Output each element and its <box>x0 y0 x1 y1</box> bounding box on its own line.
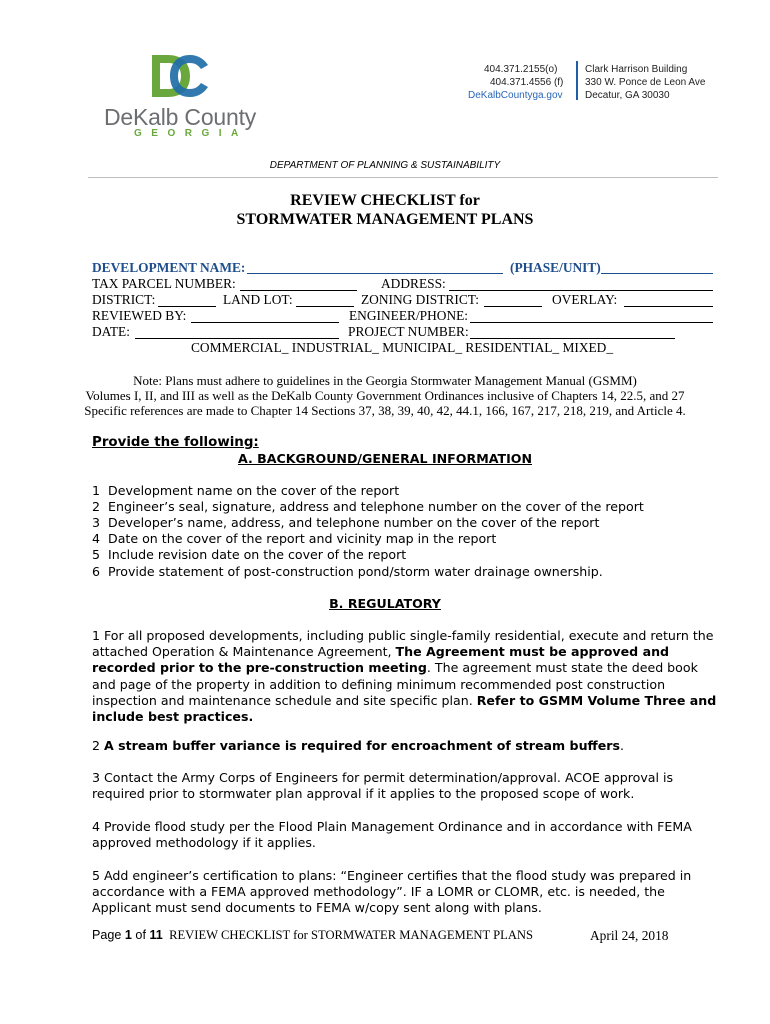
land-lot-blank[interactable] <box>296 306 354 307</box>
address-label: ADDRESS: <box>381 276 446 291</box>
regulatory-item-2-emphasis: A stream buffer variance is required for encroachment of stream buffers <box>104 738 620 753</box>
reviewed-by-label: REVIEWED BY: <box>92 308 187 323</box>
page-title-line-1: REVIEW CHECKLIST for <box>290 192 480 209</box>
list-item-number: 5 <box>92 547 101 562</box>
regulatory-item-1 <box>92 628 718 725</box>
list-item-text: Include revision date on the cover of the report <box>108 547 407 562</box>
regulatory-item-5: 5 Add engineer’s certification to plans: “Engineer certifies that the flood study was prepared in accordance with a FEMA approved methodology”. IF a LOMR or CLOMR, etc. is needed, the Applicant must send documents to FEMA w/copy sent along with plans. <box>92 868 692 916</box>
zoning-district-blank[interactable] <box>484 306 542 307</box>
footer-page-label: Page <box>92 928 125 942</box>
note-line-2: Volumes I, II, and III as well as the DeKalb County Government Ordinances inclusive of Chapters 14, 22.5, and 27 <box>85 388 685 403</box>
address-line-3: Decatur, GA 30030 <box>585 90 670 101</box>
regulatory-item-2 <box>92 738 718 754</box>
engineer-phone-blank[interactable] <box>470 322 713 323</box>
address-blank[interactable] <box>449 290 713 291</box>
footer-date: April 24, 2018 <box>590 928 669 943</box>
department-name: DEPARTMENT OF PLANNING & SUSTAINABILITY <box>269 160 501 171</box>
list-item-text: Development name on the cover of the report <box>108 483 400 498</box>
regulatory-item-4: 4 Provide flood study per the Flood Plain Management Ordinance and in accordance with FEMA approved methodology if it applies. <box>92 819 692 851</box>
date-blank[interactable] <box>135 338 339 339</box>
dekalb-county-logo-icon <box>150 53 210 99</box>
development-name-blank[interactable] <box>247 273 503 274</box>
engineer-phone-label: ENGINEER/PHONE: <box>349 308 469 323</box>
zoning-district-label: ZONING DISTRICT: <box>361 292 479 307</box>
page-footer <box>92 928 533 943</box>
district-blank[interactable] <box>158 306 216 307</box>
note-line-3: Specific references are made to Chapter 14 Sections 37, 38, 39, 40, 42, 44.1, 166, 167, 217, 218, 219, and Article 4. <box>84 403 686 418</box>
list-item-number: 4 <box>92 531 101 546</box>
development-types: COMMERCIAL_ INDUSTRIAL_ MUNICIPAL_ RESIDENTIAL_ MIXED_ <box>191 340 614 355</box>
county-name: DeKalb County <box>104 104 257 130</box>
tax-parcel-blank[interactable] <box>240 290 357 291</box>
phase-unit-label: (PHASE/UNIT) <box>510 260 601 275</box>
section-b-heading: B. REGULATORY <box>329 596 441 611</box>
regulatory-item-1-reference: Refer to GSMM Volume Three and include best practices. <box>92 692 717 725</box>
website-link[interactable]: DeKalbCountyga.gov <box>468 90 563 101</box>
regulatory-item-1-emphasis: The Agreement must be approved and recorded prior to the pre-construction meeting <box>92 644 670 676</box>
section-a-list <box>0 483 770 583</box>
project-number-blank[interactable] <box>470 338 675 339</box>
address-line-2: 330 W. Ponce de Leon Ave <box>585 77 706 88</box>
land-lot-label: LAND LOT: <box>223 292 293 307</box>
regulatory-item-2-period: . <box>620 738 625 753</box>
phase-unit-blank[interactable] <box>601 273 713 274</box>
overlay-label: OVERLAY: <box>552 292 618 307</box>
page-title-line-2: STORMWATER MANAGEMENT PLANS <box>236 211 534 228</box>
reviewed-by-blank[interactable] <box>191 322 339 323</box>
county-state: GEORGIA <box>134 128 248 139</box>
regulatory-item-3: 3 Contact the Army Corps of Engineers for permit determination/approval. ACOE approval is required prior to stormwater plan approval if it applies to the proposed scope of work. <box>92 770 674 802</box>
list-item-text: Provide statement of post-construction pond/storm water drainage ownership. <box>108 564 603 579</box>
address-line-1: Clark Harrison Building <box>585 64 688 75</box>
district-label: DISTRICT: <box>92 292 156 307</box>
regulatory-item-2-number: 2 <box>92 738 105 753</box>
date-label: DATE: <box>92 324 130 339</box>
list-item-text: Developer’s name, address, and telephone number on the cover of the report <box>108 515 600 530</box>
overlay-blank[interactable] <box>624 306 713 307</box>
list-item-number: 3 <box>92 515 101 530</box>
note-line-1: Note: Plans must adhere to guidelines in the Georgia Stormwater Management Manual (GSMM) <box>133 373 637 388</box>
provide-heading: Provide the following: <box>92 435 259 450</box>
list-item-number: 2 <box>92 499 101 514</box>
footer-page-total: 11 <box>149 928 163 942</box>
phone-fax: 404.371.4556 (f) <box>490 77 564 88</box>
list-item-number: 6 <box>92 564 101 579</box>
footer-doc-title: REVIEW CHECKLIST for STORMWATER MANAGEMENT PLANS <box>162 928 534 942</box>
list-item-number: 1 <box>92 483 101 498</box>
header-rule <box>88 177 718 178</box>
regulatory-item-1-text: 1 For all proposed developments, including public single-family residential, execute and return the attached Operation & Maintenance Agreement, <box>92 628 714 660</box>
development-name-label: DEVELOPMENT NAME: <box>92 260 246 275</box>
contact-divider <box>576 61 578 100</box>
phone-office: 404.371.2155(o) <box>484 64 558 75</box>
footer-of-label: of <box>131 928 150 942</box>
tax-parcel-label: TAX PARCEL NUMBER: <box>92 276 236 291</box>
section-a-heading: A. BACKGROUND/GENERAL INFORMATION <box>237 451 533 466</box>
footer-page-number: 1 <box>124 928 132 942</box>
regulatory-item-1-text-cont: . The agreement must state the deed book and page of the property in addition to defining minimum recommended post construction inspection and maintenance schedule and site specific plan. <box>92 660 698 708</box>
project-number-label: PROJECT NUMBER: <box>348 324 469 339</box>
list-item-text: Engineer’s seal, signature, address and telephone number on the cover of the report <box>108 499 644 514</box>
list-item-text: Date on the cover of the report and vicinity map in the report <box>108 531 497 546</box>
